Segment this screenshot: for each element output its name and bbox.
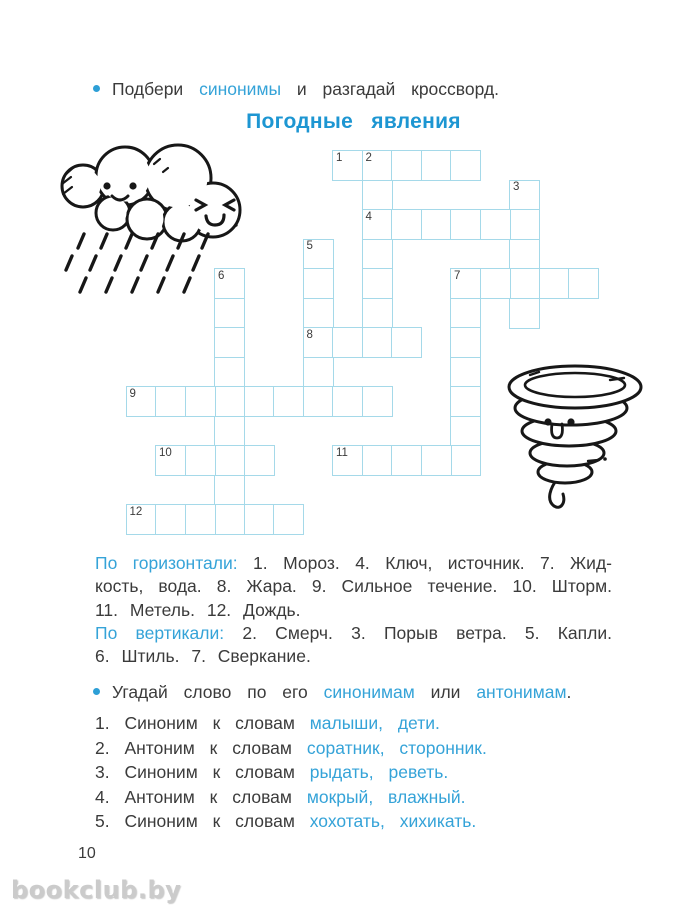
clue-number: 9 [129,387,136,400]
crossword-cell[interactable] [509,268,540,299]
crossword-cell[interactable] [214,357,245,388]
crossword-cell[interactable] [303,298,334,329]
clue-number: 6 [218,269,225,282]
crossword-cell[interactable] [539,268,570,299]
crossword-cell[interactable] [362,298,393,329]
crossword-cell[interactable] [155,445,186,476]
crossword-cell[interactable] [214,475,245,506]
highlighted-word: По горизонтали: [95,553,238,573]
crossword-cell[interactable] [450,386,481,417]
crossword-cell[interactable] [185,386,216,417]
plain-text: 2. Антоним к словам [95,737,307,758]
plain-text: 5. Синоним к словам [95,811,310,832]
crossword-cell[interactable] [303,357,334,388]
crossword-cell[interactable] [126,386,157,417]
synonym-task-list [95,711,635,834]
crossword-cell[interactable] [214,386,245,417]
crossword-cell[interactable] [450,416,481,447]
bullet-dot-icon [93,688,100,695]
crossword-cell[interactable] [362,445,393,476]
crossword-cell[interactable] [421,445,452,476]
crossword-cell[interactable] [362,386,393,417]
crossword-cell[interactable] [303,386,334,417]
crossword-cell[interactable] [509,298,540,329]
crossword-cell[interactable] [362,209,393,240]
highlighted-word: По вертикали: [95,622,225,643]
crossword-cell[interactable] [362,150,393,181]
plain-text: . [566,682,572,702]
crossword-cell[interactable] [509,180,540,211]
clue-number: 1 [336,151,343,164]
crossword-cell[interactable] [450,445,481,476]
crossword-cell[interactable] [332,327,363,358]
task2-instruction-text [112,682,571,702]
crossword-cell[interactable] [450,298,481,329]
clue-line [95,575,612,598]
clue-number: 11 [336,446,348,459]
crossword-cell[interactable] [332,445,363,476]
crossword-cell[interactable] [450,268,481,299]
clue-number: 12 [129,505,143,518]
clue-line [95,552,612,575]
highlighted-word: синонимам [323,682,415,702]
crossword-cell[interactable] [332,150,363,181]
watermark: bookclub.by [11,876,182,904]
crossword-cell[interactable] [509,239,540,270]
plain-text: Подбери [112,79,200,99]
crossword-cell[interactable] [480,209,511,240]
crossword-cell[interactable] [303,327,334,358]
crossword-cell[interactable] [214,416,245,447]
crossword-cell[interactable] [391,327,422,358]
plain-text: 1. Мороз. 4. Ключ, источник. 7. Жид- [237,553,612,573]
highlighted-word: антонимам [476,682,567,702]
clue-number: 7 [454,269,461,282]
clue-number: 2 [365,151,372,164]
crossword-cell[interactable] [480,268,511,299]
crossword-cell[interactable] [362,180,393,211]
clue-number: 8 [306,328,313,341]
crossword-cell[interactable] [155,504,186,535]
highlighted-word: хохотать, хихикать. [309,811,477,832]
crossword-cell[interactable] [391,150,422,181]
clue-number: 4 [365,210,372,223]
rain-cloud-illustration [50,136,245,306]
crossword-cell[interactable] [273,504,304,535]
crossword-cell[interactable] [421,150,452,181]
synonym-task-item [95,760,635,785]
plain-text: 4. Антоним к словам [95,786,307,807]
crossword-cell[interactable] [332,386,363,417]
plain-text: или [414,682,477,702]
highlighted-word: соратник, сторонник. [306,737,487,758]
clue-line [95,645,612,668]
plain-text: кость, вода. 8. Жара. 9. Сильное течение. 10. Шторм. [95,576,612,597]
crossword-cell[interactable] [214,504,245,535]
clue-line [95,599,612,622]
crossword-cell[interactable] [273,386,304,417]
crossword-cell[interactable] [244,504,275,535]
plain-text: Угадай слово по его [112,682,324,702]
crossword-cell[interactable] [185,504,216,535]
crossword-cell[interactable] [244,386,275,417]
crossword-cell[interactable] [155,386,186,417]
crossword-cell[interactable] [509,209,540,240]
crossword-cell[interactable] [362,268,393,299]
crossword-cell[interactable] [185,445,216,476]
crossword-cell[interactable] [362,239,393,270]
highlighted-word: рыдать, реветь. [309,762,449,783]
clue-number: 10 [159,446,172,459]
synonym-task-item [95,736,635,761]
crossword-cell[interactable] [214,445,245,476]
crossword-cell[interactable] [450,150,481,181]
rain-drops [66,234,208,292]
crossword-cell[interactable] [391,209,422,240]
clue-number: 3 [513,181,520,193]
crossword-cell[interactable] [450,209,481,240]
synonym-task-item [95,711,635,736]
crossword-cell[interactable] [568,268,599,299]
plain-text: 6. Штиль. 7. Сверкание. [95,646,311,667]
crossword-cell[interactable] [303,268,334,299]
clue-number: 5 [306,240,313,252]
crossword-cell[interactable] [303,239,334,270]
highlighted-word: синонимы [199,79,282,99]
plain-text: 2. Смерч. 3. Порыв ветра. 5. Капли. [224,622,612,643]
highlighted-word: мокрый, влажный. [306,786,466,807]
plain-text: и разгадай кроссворд. [281,79,500,99]
crossword-clues [95,552,612,668]
page-title: Погодные явления [246,110,461,133]
crossword-cell[interactable] [362,327,393,358]
tornado-illustration [492,360,652,518]
plain-text: 11. Метель. 12. Дождь. [95,599,301,620]
plain-text: 1. Синоним к словам [95,713,310,733]
synonym-task-item [95,785,635,810]
crossword-cell[interactable] [214,327,245,358]
highlighted-word: малыши, дети. [309,713,440,733]
task2-instruction [93,682,633,703]
crossword-cell[interactable] [244,445,275,476]
synonym-task-item [95,809,635,834]
clue-line [95,622,612,645]
crossword-cell[interactable] [450,327,481,358]
crossword-cell[interactable] [126,504,157,535]
crossword-cell[interactable] [421,209,452,240]
crossword-cell[interactable] [450,357,481,388]
plain-text: 3. Синоним к словам [95,762,310,783]
page-number: 10 [78,845,96,862]
crossword-cell[interactable] [391,445,422,476]
